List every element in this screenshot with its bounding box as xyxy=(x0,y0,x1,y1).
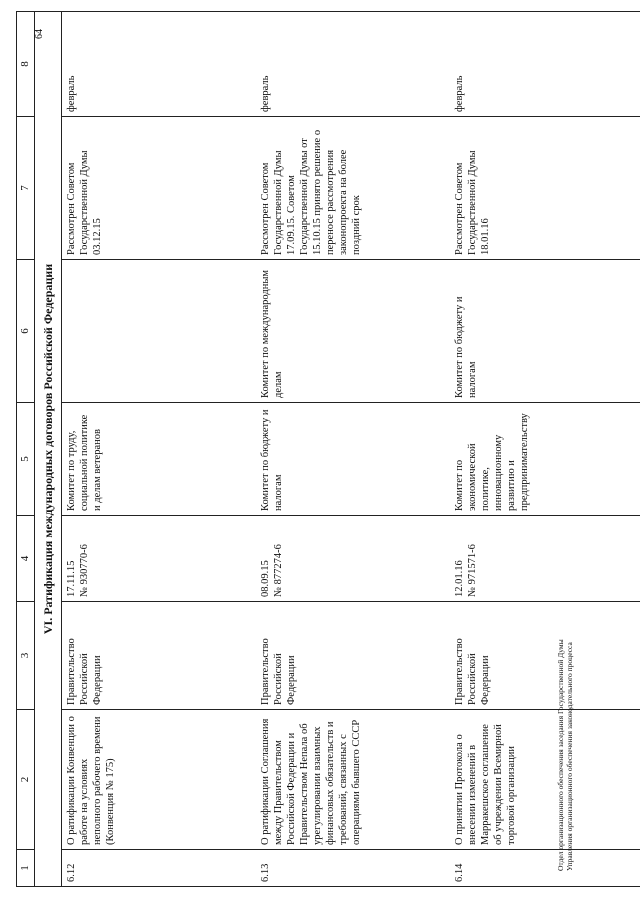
legislation-table xyxy=(16,11,640,887)
bill-title: О ратификации Соглашения между Правительством Российской Федерации и Правительством Непала об урегулировании взаимных финансовых обязательств и требований, связанных с операциями бывшего СССР xyxy=(256,710,450,850)
column-number-row xyxy=(17,12,35,887)
rotated-page xyxy=(16,12,581,887)
consideration-term: февраль xyxy=(450,12,640,117)
responsible-committee: Комитет по экономической политике, инновационному развитию и предпринимательству xyxy=(450,403,640,516)
table-row xyxy=(450,12,640,887)
row-number: 6.13 xyxy=(256,850,450,887)
co-committee: Комитет по бюджету и налогам xyxy=(450,260,640,403)
row-number: 6.12 xyxy=(62,850,257,887)
footer-line: Отдел организационного обеспечения заседания Государственной Думы xyxy=(556,639,565,871)
bill-title: О принятии Протокола о внесении изменений в Марракешское соглашение об учреждении Всемирной торговой организации xyxy=(450,710,640,850)
column-number: 4 xyxy=(17,516,35,602)
consideration-term: февраль xyxy=(62,12,257,117)
consideration-term: февраль xyxy=(256,12,450,117)
column-number: 5 xyxy=(17,403,35,516)
registration-date: 08.09.15 № 877274-6 xyxy=(256,516,450,602)
row-number: 6.14 xyxy=(450,850,640,887)
co-committee xyxy=(62,260,257,403)
registration-date: 12.01.16 № 971571-6 xyxy=(450,516,640,602)
section-row xyxy=(35,12,62,887)
bill-initiator: Правительство Российской Федерации xyxy=(450,602,640,710)
footer-line: Управления организационного обеспечения законодательного процесса xyxy=(565,642,574,871)
table-row xyxy=(256,12,450,887)
responsible-committee: Комитет по труду, социальной политике и делам ветеранов xyxy=(62,403,257,516)
column-number: 6 xyxy=(17,260,35,403)
bill-status: Рассмотрен Советом Государственной Думы 17.09.15. Советом Государственной Думы от 15.10.15 принято решение о переносе рассмотрения законопроекта на более поздний срок xyxy=(256,117,450,260)
column-number: 1 xyxy=(17,850,35,887)
bill-initiator: Правительство Российской Федерации xyxy=(62,602,257,710)
bill-title: О ратификации Конвенции о работе на условиях неполного рабочего времени (Конвенция № 175) xyxy=(62,710,257,850)
section-title: VI. Ратификация международных договоров Российской Федерации xyxy=(35,12,62,887)
page-number: 64 xyxy=(34,29,45,39)
co-committee: Комитет по международным делам xyxy=(256,260,450,403)
registration-date: 17.11.15 № 930770-6 xyxy=(62,516,257,602)
column-number: 7 xyxy=(17,117,35,260)
footer-note xyxy=(556,639,574,871)
column-number: 2 xyxy=(17,710,35,850)
column-number: 3 xyxy=(17,602,35,710)
table-row xyxy=(62,12,257,887)
column-number: 8 xyxy=(17,12,35,117)
bill-initiator: Правительство Российской Федерации xyxy=(256,602,450,710)
bill-status: Рассмотрен Советом Государственной Думы 18.01.16 xyxy=(450,117,640,260)
responsible-committee: Комитет по бюджету и налогам xyxy=(256,403,450,516)
bill-status: Рассмотрен Советом Государственной Думы 03.12.15 xyxy=(62,117,257,260)
